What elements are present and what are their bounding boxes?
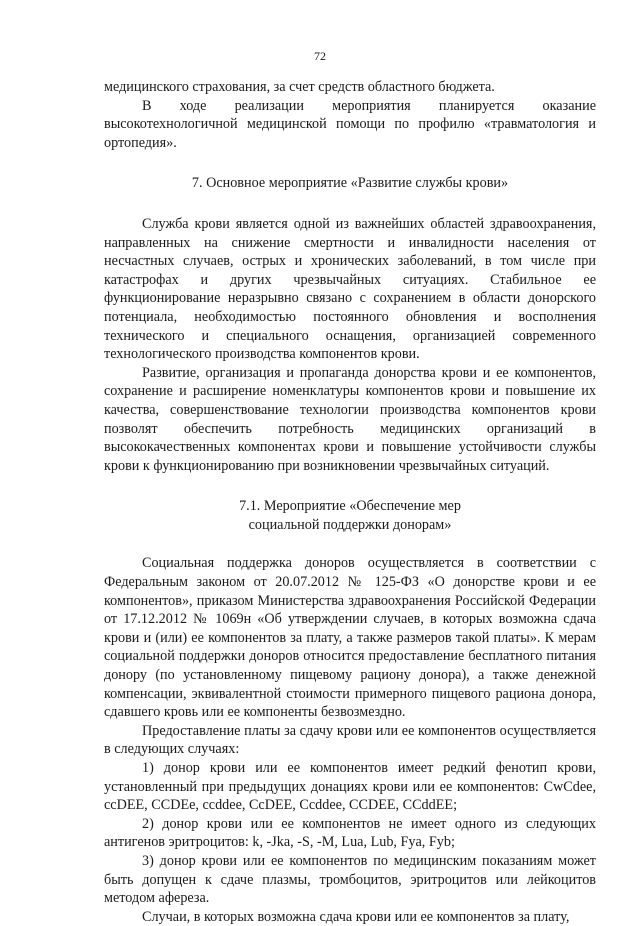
list-item: 3) донор крови или ее компонентов по медицинским показаниям может быть допущен к сдаче плазмы, тромбоцитов, эритроцитов или лейкоцитов методом афереза. xyxy=(104,852,596,907)
subsection-heading-line: социальной поддержки донорам» xyxy=(248,516,452,533)
paragraph: Развитие, организация и пропаганда донорства крови и ее компонентов, сохранение и расширение номенклатуры компонентов крови и повышение их качества, совершенствование технологии производства компонентов крови позволят обеспечить потребность медицинских организаций в высококачественных компонентах крови и повышение устойчивости службы крови к функционированию при возникновении чрезвычайных ситуаций. xyxy=(104,364,596,474)
document-body xyxy=(104,78,596,926)
subsection-heading xyxy=(104,497,596,534)
list-item: 2) донор крови или ее компонентов не имеет одного из следующих антигенов эритроцитов: k, -Jka, -S, -M, Lua, Lub, Fya, Fyb; xyxy=(104,815,596,851)
paragraph: В ходе реализации мероприятия планируется оказание высокотехнологичной медицинской помощи по профилю «травматология и ортопедия». xyxy=(104,97,596,151)
subsection-heading-line: 7.1. Мероприятие «Обеспечение мер xyxy=(239,498,461,515)
paragraph: Служба крови является одной из важнейших областей здравоохранения, направленных на снижение смертности и инвалидности населения от несчастных случаев, острых и хронических заболеваний, в том числе при катастрофах и других чрезвычайных ситуациях. Стабильное ее функционирование неразрывно связано с сохранением в области донорского потенциала, необходимостью постоянного обновления и восполнения технического и специального оснащения, организацией современного технологического производства компонентов крови. xyxy=(104,215,596,363)
page-number: 72 xyxy=(314,49,326,63)
paragraph: Предоставление платы за сдачу крови или ее компонентов осуществляется в следующих случаях: xyxy=(104,722,596,758)
section-heading: 7. Основное мероприятие «Развитие службы крови» xyxy=(191,175,509,192)
paragraph: Случаи, в которых возможна сдача крови или ее компонентов за плату, xyxy=(142,908,570,925)
paragraph: медицинского страхования, за счет средств областного бюджета. xyxy=(104,79,495,95)
paragraph: Социальная поддержка доноров осуществляется в соответствии с Федеральным законом от 20.07.2012 № 125-ФЗ «О донорстве крови и ее компонентов», приказом Министерства здравоохранения Российской Федерации от 17.12.2012 № 1069н «Об утверждении случаев, в которых возможна сдача крови и (или) ее компонентов за плату, а также размеров такой платы». К мерам социальной поддержки доноров относится предоставление бесплатного питания донору (по установленному пищевому рациону донора), а также денежной компенсации, эквивалентной стоимости примерного пищевого рациона донора, сдавшего кровь или ее компоненты безвозмездно. xyxy=(104,555,596,721)
list-item: 1) донор крови или ее компонентов имеет редкий фенотип крови, установленный при предыдущих донациях крови или ее компонентов: CwCdee, ccDEE, CCDEe, ccddee, CcDEE, Ccddee, CCDEE, CCddEE; xyxy=(104,760,596,814)
